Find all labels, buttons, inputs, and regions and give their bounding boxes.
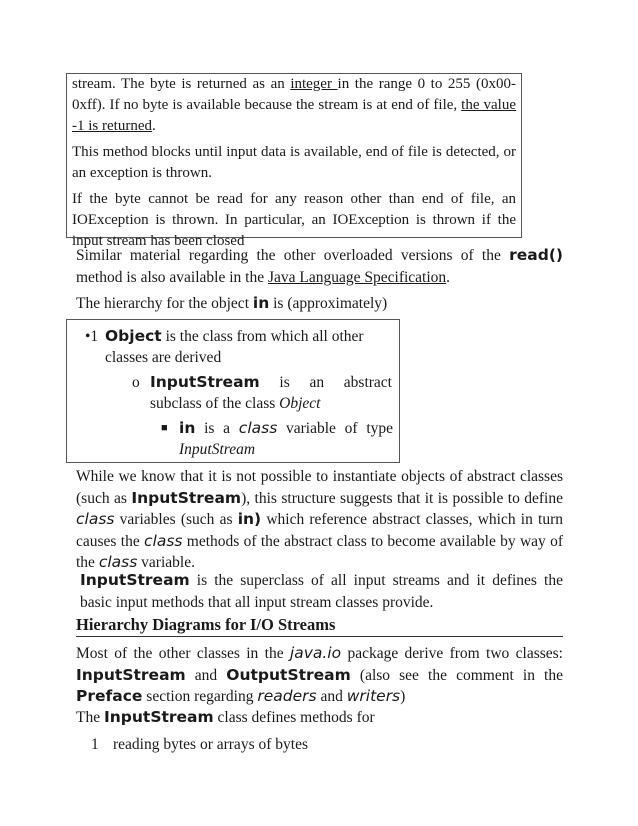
inputstream-name: InputStream [131, 488, 242, 507]
text-span: While we know that it is not possible to instantiate objects of abstract classes (such as [76, 468, 563, 507]
java-io-package-name: java.io [289, 644, 342, 662]
text-span: Similar material regarding the other overloaded versions of the [76, 247, 510, 264]
hierarchy-level-3 [161, 418, 393, 460]
text-span: is the superclass of all input streams and it defines the basic input methods that all input stream classes provide. [80, 572, 563, 611]
text-span: and [185, 666, 227, 684]
class-italic: class [98, 553, 138, 571]
text-span: variables (such as [114, 511, 238, 528]
text-span: methods of the abstract class to become available by way of the [76, 532, 564, 571]
exception-paragraph: If the byte cannot be read for any reason other than end of file, an IOException is thrown. In particular, an IOException is thrown if the input stream has been closed [72, 191, 516, 249]
return-value-paragraph [72, 74, 516, 137]
numbered-list-item [91, 734, 308, 755]
text-span: is a [195, 420, 239, 437]
text-span: method is also available in the [76, 268, 268, 286]
inputstream-name: InputStream [103, 708, 214, 726]
in-variable-name: in) [237, 510, 262, 528]
text-span: classes are derived [105, 349, 222, 366]
text-span: The [76, 709, 104, 726]
text-span: variable of type [277, 420, 394, 437]
list-marker: o [132, 374, 140, 391]
text-span: and [316, 688, 347, 705]
blocking-paragraph: This method blocks until input data is available, end of file is detected, or an exception is thrown. [72, 144, 516, 181]
hierarchy-level-1 [85, 326, 391, 368]
class-italic: class [238, 419, 278, 437]
object-class-name: Object [105, 327, 162, 345]
list-item-text: reading bytes or arrays of bytes [113, 736, 308, 753]
class-italic: class [144, 531, 183, 550]
outputstream-name: OutputStream [226, 665, 351, 684]
similar-material-paragraph [76, 245, 563, 288]
section-heading: Hierarchy Diagrams for I/O Streams [76, 614, 563, 637]
inputstream-name: InputStream [80, 571, 190, 589]
class-italic: class [76, 510, 115, 528]
inputstream-name: InputStream [76, 665, 186, 684]
defines-methods-paragraph [76, 707, 563, 729]
text-span: is an abstract subclass of the class [150, 374, 392, 412]
text-span: package derive from two classes: [341, 645, 563, 662]
class-hierarchy-box [66, 319, 400, 463]
text-span: section regarding [142, 688, 258, 705]
text-span: which reference abstract classes, which in turn causes the [76, 511, 563, 550]
read-method-description-box [66, 73, 522, 249]
text-span: (also see the comment in the [350, 666, 563, 684]
list-bullet: •1 [85, 328, 99, 345]
text-span: in the range 0 to 255 (0x00-0xff). If no byte is available because the stream is at end of file, [72, 76, 516, 113]
text-span: stream. The byte is returned as an [72, 76, 291, 92]
text-span: . [151, 118, 156, 134]
text-span: ), this structure suggests that it is possible to define [241, 489, 563, 507]
read-method-name: read() [509, 246, 563, 264]
text-span: . [446, 268, 451, 286]
inputstream-class-name: InputStream [150, 373, 260, 391]
superclass-paragraph [80, 570, 563, 613]
java-language-spec-link[interactable]: Java Language Specification [267, 268, 447, 286]
integer-link: integer [290, 76, 338, 92]
text-span: is (approximately) [269, 295, 388, 312]
preface-name: Preface [76, 687, 143, 705]
text-span: ) [400, 688, 406, 705]
in-variable-name: in [179, 419, 196, 437]
text-span: is the class from which all other [161, 328, 364, 345]
text-span: The hierarchy for the object [76, 295, 253, 312]
in-object-name: in [252, 294, 270, 312]
text-span: variable. [137, 554, 195, 571]
list-number: 1 [91, 736, 99, 753]
text-span: class defines methods for [213, 709, 375, 726]
writers-italic: writers [346, 687, 401, 705]
readers-italic: readers [257, 687, 317, 705]
abstract-class-paragraph [76, 466, 563, 574]
hierarchy-intro-paragraph [76, 293, 563, 315]
return-value-underlined: the value -1 is returned [72, 97, 516, 134]
inputstream-italic: InputStream [179, 441, 256, 458]
hierarchy-level-2 [132, 372, 392, 414]
text-span: Most of the other classes in the [76, 645, 290, 662]
java-io-paragraph [76, 643, 563, 708]
object-italic: Object [279, 395, 321, 412]
square-bullet-icon: ■ [161, 422, 168, 434]
